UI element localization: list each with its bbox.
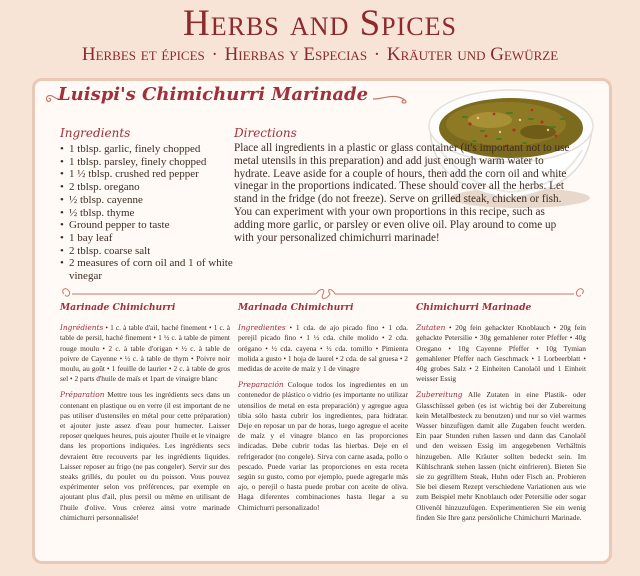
spanish-column <box>238 303 408 519</box>
subtitle-separator: · <box>211 44 218 65</box>
spanish-preparation <box>238 380 408 513</box>
ingredient-item: • Ground pepper to taste <box>60 219 236 232</box>
subtitle-french: Herbes et épices <box>81 44 205 65</box>
subtitle-separator: · <box>373 44 381 65</box>
ingredient-item: • 2 measures of corn oil and 1 of white vinegar <box>60 257 236 282</box>
title-flourish-right <box>372 92 412 106</box>
spanish-title: Marinada Chimichurri <box>238 302 354 313</box>
page-header <box>0 4 640 66</box>
german-preparation-label: Zubereitung <box>416 390 463 400</box>
directions-text: Place all ingredients in a plastic or glass container (it's important not to use metal utensils in this preparation) and add just enough warm water to hydrate. Leave aside for a couple of hours, then add the corn oil and white vinegar in the proportions indicated. These should cover all the herbs. Let stand in the fridge (do not freeze). Serve on grilled steak, chicken or fish. You can experiment with your own proportions in this recipe, such as adding more garlic, or parsley or even olive oil. Play around to come up with your personalized chimichurri marinade! <box>234 142 570 244</box>
subtitle-german: Kräuter und Gewürze <box>386 44 559 65</box>
german-preparation <box>416 390 586 523</box>
french-ingredients-text: • 1 c. à table d'ail, haché finement • 1 c. à table de persil, haché finement • 1 ½ c. à table de piment rouge moulu • 2 c. à table d'origan • ½ c. à table de poivre de Cayenne • ½ c. à table de thym • Poivre noir moulu, au goût • 1 feuille de laurier • 2 c. à table de gros sel • 2 parts d'huile de maïs et 1part de vinaigre blanc <box>60 323 230 384</box>
ingredient-item: • ½ tblsp. cayenne <box>60 194 236 207</box>
french-ingredients <box>60 323 230 384</box>
spanish-preparation-text: Coloque todos los ingredientes en un contenedor de plástico o vidrio (es importante no utilizar utensilios de metal en esta preparación) y agregue agua tibia sólo hasta cubrir los ingredientes, para hidratar. Deje en reposar un par de horas, luego agregue el aceite de maíz y el vinagre blanco en las proporciones indicadas. Debe cubrir todas las hierbas. Deje en el refrigerador (no congele). Sirva con carne asada, pollo o pescado. Puede variar las proporciones en esta receta según su gusto, como por ejemplo, puede agregarle más ajo, o perejil o hasta puede probar con aceite de oliva. Haga diferentes combinaciones hasta llegar a su Chimichurri personalizado! <box>238 380 408 512</box>
french-title: Marinade Chimichurri <box>60 302 176 313</box>
ingredients-list <box>60 143 236 283</box>
recipe-title: Luispi's Chimichurri Marinade <box>58 84 369 105</box>
german-column <box>416 303 586 529</box>
ingredient-item: • 1 ½ tblsp. crushed red pepper <box>60 168 236 181</box>
ingredient-item: • 1 bay leaf <box>60 232 236 245</box>
german-ingredients <box>416 323 586 384</box>
french-column <box>60 303 230 529</box>
german-ingredients-text: • 20g fein gehackter Knoblauch • 20g fein gehackte Petersilie • 30g gemahlener roter Pfeffer • 40g Oregano • 10g Cayenne Pfeffer • 10g Tymian gemahlener Pfeffer nach Geschmack • 1 Lorbeerblatt • 40g grobes Salz • 2 Einheiten Canolaöl und 1 Einheit weisser Essig <box>416 323 586 384</box>
ornamental-divider <box>58 286 588 302</box>
ingredient-item: • ½ tblsp. thyme <box>60 207 236 220</box>
page-title: Herbs and Spices <box>183 3 457 44</box>
ingredient-item: • 1 tblsp. parsley, finely chopped <box>60 156 236 169</box>
spanish-preparation-label: Preparación <box>238 380 284 390</box>
subtitle-spanish: Hierbas y Especias <box>224 44 368 65</box>
ingredients-heading: Ingredients <box>60 126 131 140</box>
french-preparation-text: Mettre tous les ingrédients secs dans un contenant en plastique ou en verre (il est important de ne pas utiliser d'ustensiles en métal pour cette préparation) et ajouter juste assez d'eau pour humecter. Laisser reposer quelques heures, puis ajouter l'huile et le vinaigre dans les proportions indiquées. Les ingrédients secs devraient être recouverts par les ingrédients liquides. Laisser reposer au frigo (ne pas congeler). Servir sur des steaks grillés, du poulet ou du poisson. Vous pouvez expérimenter selon vos préférences, par exemple en ajoutant plus d'ail, plus persil ou même en utilisant de l'huile d'olive. Vous créerez ainsi votre marinade chimichurri personnalisée! <box>60 390 230 522</box>
french-preparation-label: Préparation <box>60 390 105 400</box>
directions-heading: Directions <box>234 126 297 140</box>
german-ingredients-label: Zutaten <box>416 323 446 333</box>
ingredient-item: • 1 tblsp. garlic, finely chopped <box>60 143 236 156</box>
german-preparation-text: Alle Zutaten in eine Plastik- oder Glasschüssel geben (es ist wichtig bei der Zubereitung kein Metallbesteck zu benutzen) und nur so viel warmes Wasser hinzufügen damit alle Zugaben feucht werden. Ein paar Stunden ruhen lassen und dann das Canolaöl und den weissen Essig im angegebenen Verhältnis hinzugeben. Alle Kräuter sollten bedeckt sein. Im Kühlschrank stehen lassen (nicht einfrieren). Bieten Sie sie zu gegrilltem Steak, Huhn oder Fisch an. Probieren Sie bei diesem Rezept verschiedene Variationen aus wie zum Beispiel mehr Knoblauch oder Petersilie oder sogar Olivenöl hinzuzufügen. Experimentieren Sie ein wenig finden Sie Ihre ganz persönliche Chimichurri Marinade. <box>416 390 586 522</box>
spanish-ingredients-label: Ingredientes <box>238 323 286 333</box>
spanish-ingredients <box>238 323 408 374</box>
ingredient-item: • 2 tblsp. coarse salt <box>60 245 236 258</box>
spanish-ingredients-text: • 1 cda. de ajo picado fino • 1 cda. perejil picado fino • 1 ½ cda. chile molido • 2 cda. orégano • ½ cda. cayena • ½ cda. tomillo • Pimienta molida a gusto • 1 hoja de laurel • 2 cda. de sal gruesa • 2 medidas de aceite de maíz y 1 de vinagre <box>238 323 408 374</box>
german-title: Chimichurri Marinade <box>416 302 532 313</box>
page-subtitle <box>0 44 640 66</box>
french-preparation <box>60 390 230 523</box>
ingredient-item: • 2 tblsp. oregano <box>60 181 236 194</box>
french-ingredients-label: Ingrédients <box>60 323 104 333</box>
